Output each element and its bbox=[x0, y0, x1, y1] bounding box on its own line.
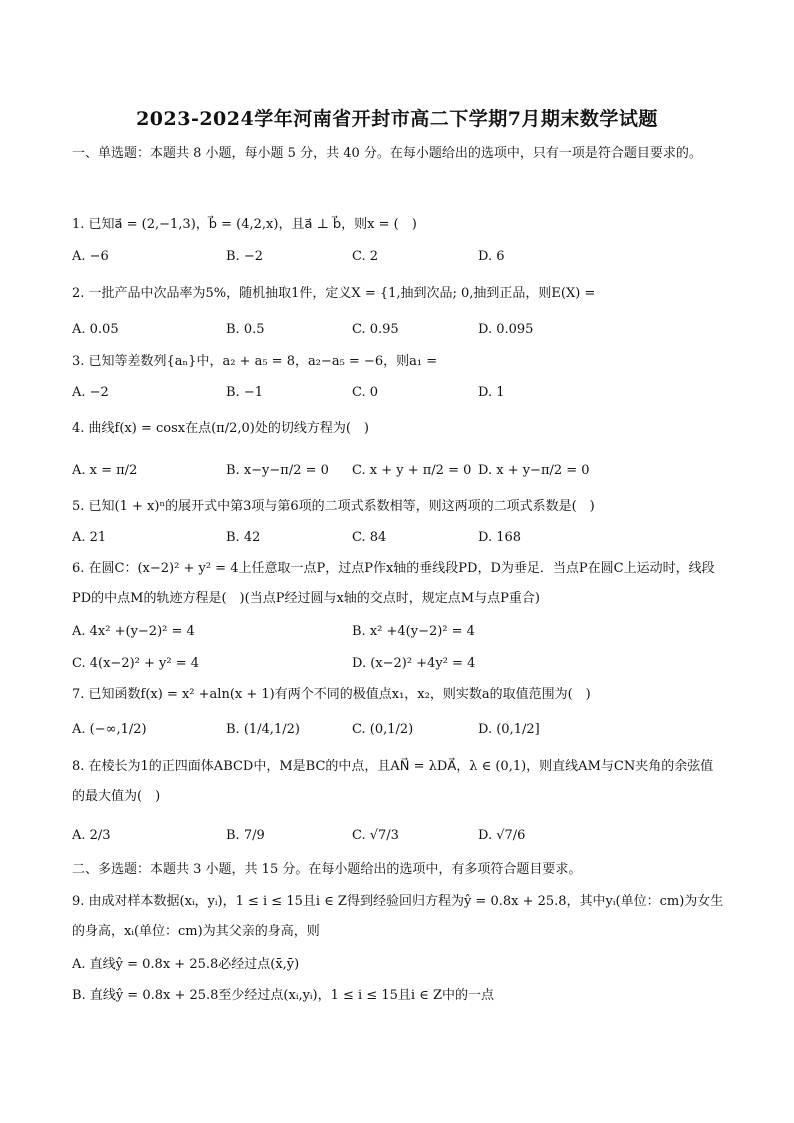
question-3-option-c: C. 0 bbox=[352, 385, 379, 400]
question-1-option-c: C. 2 bbox=[352, 249, 379, 264]
question-8-stem: 8. 在棱长为1的正四面体ABCD中，M是BC的中点，且AN⃗ = λDA⃗，λ ∈ (0,1)，则直线AM与CN夹角的余弦值的最大值为( ) bbox=[72, 759, 714, 804]
question-4-option-a: A. x = π/2 bbox=[72, 463, 138, 478]
question-7-option-a: A. (−∞,1/2) bbox=[72, 722, 147, 737]
question-6-stem: 6. 在圆C：(x−2)² + y² = 4上任意取一点P，过点P作x轴的垂线段PD，D为垂足．当点P在圆C上运动时，线段PD的中点M的轨迹方程是( )(当点P经过圆与x轴的交点时，规定点M与点P重合) bbox=[72, 561, 715, 606]
question-9-stem: 9. 由成对样本数据(xᵢ，yᵢ)，1 ≤ i ≤ 15且i ∈ Z得到经验回归方程为ŷ = 0.8x + 25.8，其中yᵢ(单位：cm)为女生的身高，xᵢ(单位：cm)为其父亲的身高，则 bbox=[72, 894, 724, 939]
question-1-stem: 1. 已知a⃗ = (2,−1,3)，b⃗ = (4,2,x)，且a⃗ ⊥ b⃗，则x = ( ) bbox=[72, 217, 417, 232]
question-9-option-a: A. 直线ŷ = 0.8x + 25.8必经过点(x̄,ȳ) bbox=[72, 957, 300, 972]
question-7-option-d: D. (0,1/2] bbox=[478, 722, 540, 737]
question-6-option-d: D. (x−2)² +4y² = 4 bbox=[352, 656, 476, 671]
question-4-option-d: D. x + y−π/2 = 0 bbox=[478, 463, 590, 478]
question-1-option-d: D. 6 bbox=[478, 249, 505, 264]
question-4-stem: 4. 曲线f(x) = cosx在点(π/2,0)处的切线方程为( ) bbox=[72, 421, 369, 436]
question-7-option-b: B. (1/4,1/2) bbox=[226, 722, 300, 737]
question-2-stem: 2. 一批产品中次品率为5%，随机抽取1件，定义X = {1,抽到次品; 0,抽到正品，则E(X) = bbox=[72, 286, 596, 301]
question-5-option-b: B. 42 bbox=[226, 530, 261, 545]
page-title: 2023-2024学年河南省开封市高二下学期7月期末数学试题 bbox=[136, 108, 658, 130]
question-1-option-b: B. −2 bbox=[226, 249, 263, 264]
question-2-option-c: C. 0.95 bbox=[352, 322, 399, 337]
question-5-stem: 5. 已知(1 + x)ⁿ的展开式中第3项与第6项的二项式系数相等，则这两项的二项式系数是( ) bbox=[72, 499, 595, 514]
question-2-option-b: B. 0.5 bbox=[226, 322, 265, 337]
question-5-option-d: D. 168 bbox=[478, 530, 522, 545]
question-6-option-c: C. 4(x−2)² + y² = 4 bbox=[72, 656, 200, 671]
question-4-option-c: C. x + y + π/2 = 0 bbox=[352, 463, 472, 478]
question-3-stem: 3. 已知等差数列{aₙ}中，a₂ + a₅ = 8，a₂−a₅ = −6，则a₁ = bbox=[72, 354, 438, 369]
question-9-option-b: B. 直线ŷ = 0.8x + 25.8至少经过点(xᵢ,yᵢ)，1 ≤ i ≤ 15且i ∈ Z中的一点 bbox=[72, 988, 494, 1003]
question-3-option-b: B. −1 bbox=[226, 385, 263, 400]
question-5-option-c: C. 84 bbox=[352, 530, 387, 545]
question-8-option-c: C. √7/3 bbox=[352, 828, 399, 843]
question-6-option-b: B. x² +4(y−2)² = 4 bbox=[352, 624, 475, 639]
question-5-option-a: A. 21 bbox=[72, 530, 107, 545]
question-1-option-a: A. −6 bbox=[72, 249, 109, 264]
section-multiple-choice-heading: 二、多选题：本题共 3 小题，共 15 分。在每小题给出的选项中，有多项符合题目要求。 bbox=[72, 862, 582, 877]
question-6-option-a: A. 4x² +(y−2)² = 4 bbox=[72, 624, 195, 639]
question-4-option-b: B. x−y−π/2 = 0 bbox=[226, 463, 329, 478]
question-8-option-b: B. 7/9 bbox=[226, 828, 265, 843]
question-3-option-d: D. 1 bbox=[478, 385, 505, 400]
section-single-choice-heading: 一、单选题：本题共 8 小题，每小题 5 分，共 40 分。在每小题给出的选项中，只有一项是符合题目要求的。 bbox=[72, 146, 702, 161]
question-8-option-d: D. √7/6 bbox=[478, 828, 526, 843]
question-7-option-c: C. (0,1/2) bbox=[352, 722, 414, 737]
question-3-option-a: A. −2 bbox=[72, 385, 109, 400]
question-2-option-a: A. 0.05 bbox=[72, 322, 119, 337]
question-7-stem: 7. 已知函数f(x) = x² +aln(x + 1)有两个不同的极值点x₁，x₂，则实数a的取值范围为( ) bbox=[72, 687, 591, 702]
question-2-option-d: D. 0.095 bbox=[478, 322, 534, 337]
question-8-option-a: A. 2/3 bbox=[72, 828, 111, 843]
